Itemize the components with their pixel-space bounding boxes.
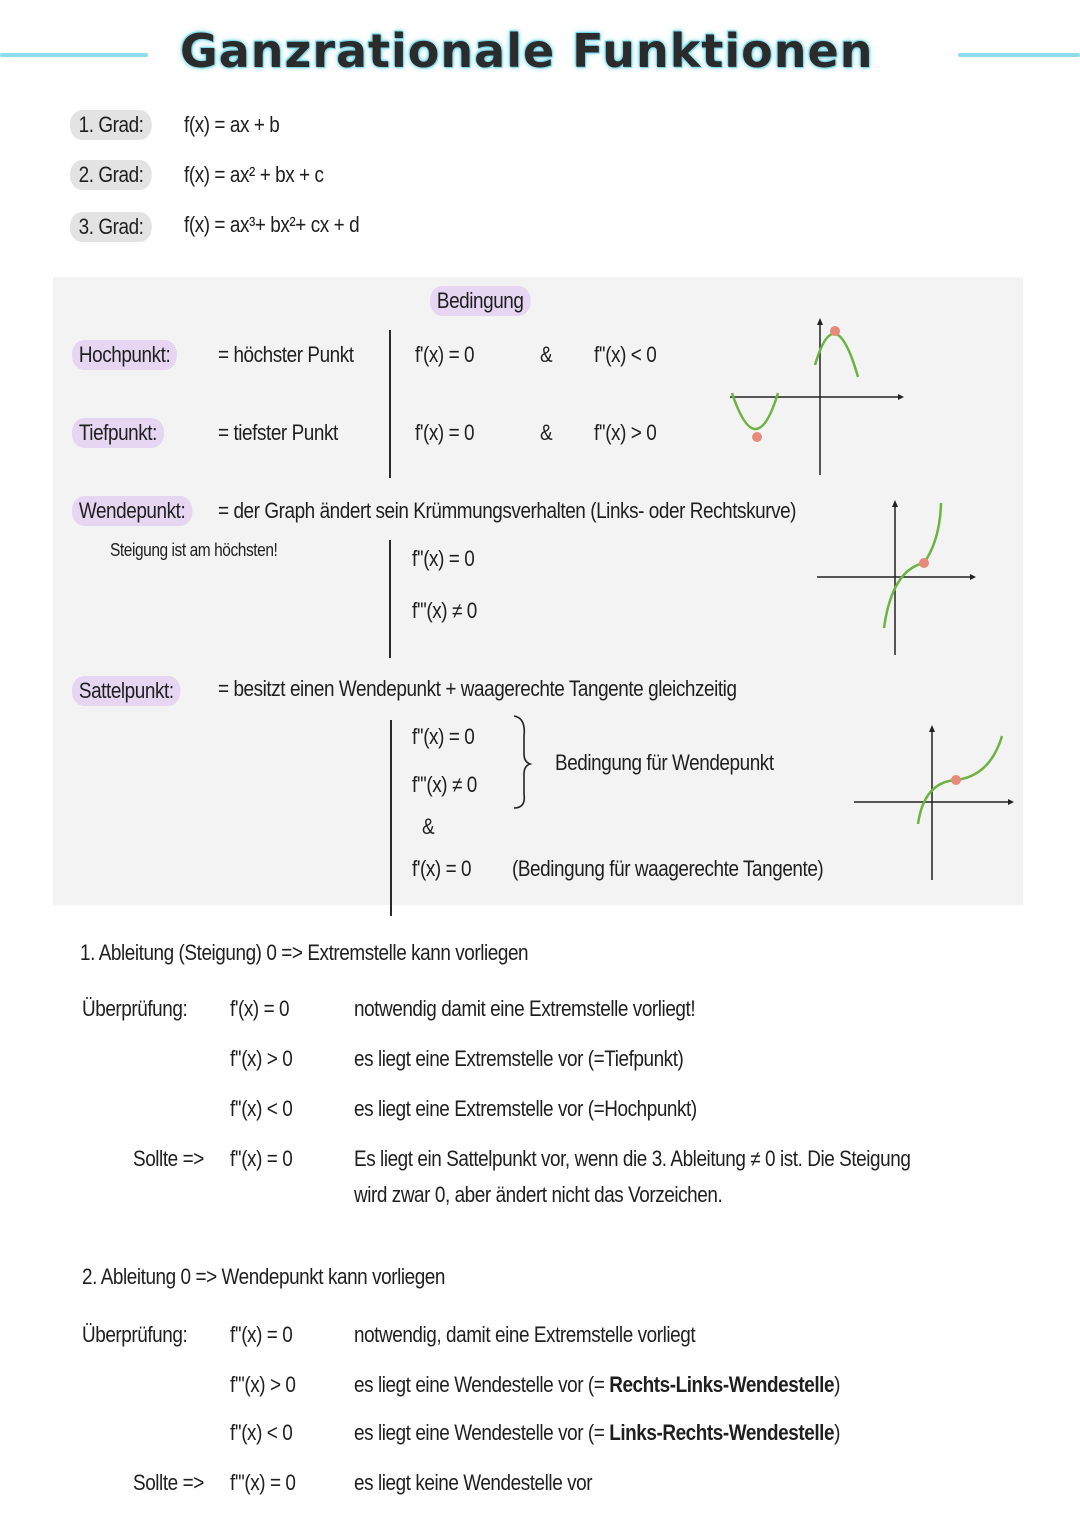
ableitung2-pruef: Überprüfung: (82, 1322, 188, 1347)
sattelpunkt-amp: & (422, 814, 435, 839)
tiefpunkt-label: Tiefpunkt: (72, 418, 164, 448)
ableitung2-text-2: es liegt eine Wendestelle vor (= (354, 1372, 610, 1397)
ableitung2-sollte-cond: f'''(x) = 0 (230, 1470, 296, 1495)
degree-1-label: 1. Grad: (70, 110, 152, 140)
ableitung2-cond-2: f'''(x) > 0 (230, 1372, 296, 1397)
wendepunkt-dot (919, 558, 929, 568)
ableitung2-text-3: es liegt eine Wendestelle vor (= (354, 1420, 610, 1445)
ableitung2-sollte-text: es liegt keine Wendestelle vor (354, 1470, 593, 1495)
ableitung2-cond-3: f''(x) < 0 (230, 1420, 293, 1445)
hochpunkt-desc: = höchster Punkt (218, 342, 354, 367)
degree-1-formula: f(x) = ax + b (184, 112, 280, 137)
title-rule-right (958, 53, 1080, 57)
divider-wendepunkt (389, 540, 391, 658)
wendepunkt-note: Steigung ist am höchsten! (110, 540, 278, 560)
tiefpunkt-cond-1: f'(x) = 0 (415, 420, 475, 445)
extrema-curve-low (732, 393, 778, 429)
ableitung2-text-1: notwendig, damit eine Extremstelle vorliegt (354, 1322, 696, 1347)
brace-note: Bedingung für Wendepunkt (555, 750, 774, 775)
hochpunkt-cond-2: f''(x) < 0 (594, 342, 657, 367)
ableitung1-pruef: Überprüfung: (82, 996, 188, 1021)
degree-2-formula: f(x) = ax² + bx + c (184, 162, 324, 187)
tiefpunkt-dot (752, 432, 762, 442)
hochpunkt-cond-1: f'(x) = 0 (415, 342, 475, 367)
wendepunkt-cond-1: f''(x) = 0 (412, 546, 475, 571)
sattelpunkt-cond-3-note: (Bedingung für waagerechte Tangente) (512, 856, 824, 881)
tiefpunkt-cond-2: f''(x) > 0 (594, 420, 657, 445)
tiefpunkt-amp: & (540, 420, 553, 445)
wendepunkt-sketch (812, 495, 992, 665)
sattelpunkt-desc: = besitzt einen Wendepunkt + waagerechte Tangente gleichzeitig (218, 676, 737, 701)
ableitung1-sollte: Sollte => (133, 1146, 204, 1171)
divider-extrema (389, 330, 391, 478)
degree-3-formula: f(x) = ax³+ bx²+ cx + d (184, 212, 360, 237)
links-rechts-label: Links-Rechts-Wendestelle (609, 1420, 835, 1445)
extrema-curve-high (815, 334, 858, 377)
title-rule-left (0, 53, 148, 57)
ableitung1-cond-3: f''(x) < 0 (230, 1096, 293, 1121)
wendepunkt-label: Wendepunkt: (72, 496, 192, 526)
ableitung1-sollte-cond: f''(x) = 0 (230, 1146, 293, 1171)
ableitung2-row-3 (354, 1420, 840, 1446)
degree-3-label: 3. Grad: (70, 212, 152, 242)
wendepunkt-cond-2: f'''(x) ≠ 0 (412, 598, 477, 623)
extrema-sketch (720, 315, 920, 485)
brace (510, 714, 540, 814)
ableitung2-row-2 (354, 1372, 840, 1398)
bedingung-heading: Bedingung (430, 286, 530, 316)
hochpunkt-dot (830, 326, 840, 336)
ableitung1-sollte-text-1: Es liegt ein Sattelpunkt vor, wenn die 3. Ableitung ≠ 0 ist. Die Steigung (354, 1146, 911, 1171)
ableitung2-cond-1: f''(x) = 0 (230, 1322, 293, 1347)
ableitung2-sollte: Sollte => (133, 1470, 204, 1495)
tiefpunkt-desc: = tiefster Punkt (218, 420, 338, 445)
sattelpunkt-cond-3: f'(x) = 0 (412, 856, 472, 881)
ableitung1-cond-2: f''(x) > 0 (230, 1046, 293, 1071)
ableitung1-text-3: es liegt eine Extremstelle vor (=Hochpunkt) (354, 1096, 697, 1121)
degree-2-label: 2. Grad: (70, 160, 152, 190)
wende-curve (884, 503, 941, 628)
hochpunkt-label: Hochpunkt: (72, 340, 177, 370)
sattelpunkt-cond-1: f''(x) = 0 (412, 724, 475, 749)
ableitung1-cond-1: f'(x) = 0 (230, 996, 290, 1021)
ableitung2-close-2: ) (834, 1372, 840, 1397)
sattelpunkt-sketch (850, 720, 1030, 890)
ableitung1-heading: 1. Ableitung (Steigung) 0 => Extremstelle kann vorliegen (80, 940, 529, 965)
rechts-links-label: Rechts-Links-Wendestelle (609, 1372, 835, 1397)
wendepunkt-desc: = der Graph ändert sein Krümmungsverhalten (Links- oder Rechtskurve) (218, 498, 797, 523)
divider-sattelpunkt (390, 720, 392, 916)
hochpunkt-amp: & (540, 342, 553, 367)
page-title: Ganzrationale Funktionen (180, 24, 874, 78)
sattelpunkt-dot (951, 775, 961, 785)
ableitung1-sollte-text-2: wird zwar 0, aber ändert nicht das Vorzeichen. (354, 1182, 723, 1207)
ableitung2-close-3: ) (834, 1420, 840, 1445)
sattelpunkt-cond-2: f'''(x) ≠ 0 (412, 772, 477, 797)
ableitung2-heading: 2. Ableitung 0 => Wendepunkt kann vorliegen (82, 1264, 446, 1289)
ableitung1-text-2: es liegt eine Extremstelle vor (=Tiefpunkt) (354, 1046, 684, 1071)
sattelpunkt-label: Sattelpunkt: (72, 676, 181, 706)
ableitung1-text-1: notwendig damit eine Extremstelle vorliegt! (354, 996, 696, 1021)
